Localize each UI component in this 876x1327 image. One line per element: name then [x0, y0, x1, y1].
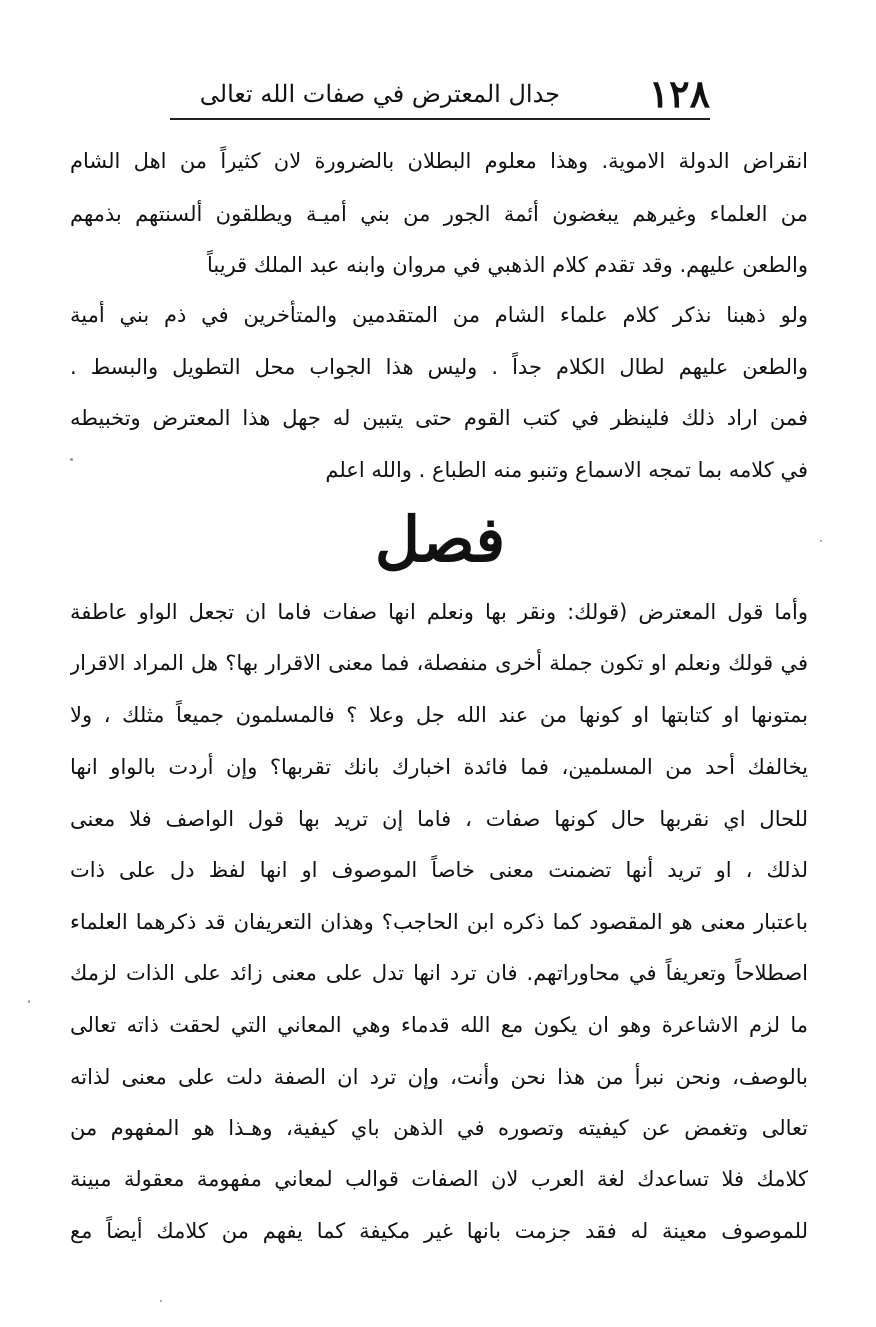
- text-line: لذلك ، او تريد أنها تضمنت معنى خاصاً الموصوف او انها لفظ دل على ذات: [70, 858, 808, 882]
- text-line: من العلماء وغيرهم يبغضون أئمة الجور من بني أميـة ويطلقون ألسنتهم بذمهم: [70, 202, 808, 226]
- page-number: ١٢٨: [648, 71, 710, 116]
- scan-speck: [160, 1300, 162, 1302]
- text-line: ما لزم الاشاعرة وهو ان يكون مع الله قدماء وهي المعاني التي لحقت ذاته تعالى: [70, 1013, 808, 1037]
- text-line: للحال اي نقربها حال كونها صفات ، فاما إن تريد بها قول الواصف فلا معنى: [70, 807, 808, 831]
- text-line: فمن اراد ذلك فلينظر في كتب القوم حتى يتبين له جهل هذا المعترض وتخبيطه: [70, 406, 808, 430]
- header-rule: [170, 118, 710, 120]
- text-line: في قولك ونعلم او تكون جملة أخرى منفصلة، فما معنى الاقرار بها؟ هل المراد الاقرار: [70, 651, 808, 675]
- text-line: في كلامه بما تمجه الاسماع وتنبو منه الطباع . والله اعلم: [325, 458, 808, 482]
- text-line: تعالى وتغمض عن كيفيته وتصوره في الذهن باي كيفية، وهـذا هو المفهوم من: [70, 1116, 808, 1140]
- scan-speck: [70, 458, 73, 461]
- text-line: كلامك فلا تساعدك لغة العرب لان الصفات قوالب لمعاني مفهومة معقولة مبينة: [70, 1167, 808, 1191]
- text-line: بمتونها او كتابتها او كونها من عند الله جل وعلا ؟ فالمسلمون جميعاً مثلك ، ولا: [70, 703, 808, 727]
- text-line: ولو ذهبنا نذكر كلام علماء الشام من المتقدمين والمتأخرين في ذم بني أمية: [70, 303, 808, 327]
- scan-speck: [820, 540, 822, 542]
- running-title: جدال المعترض في صفات الله تعالى: [199, 80, 560, 108]
- text-line: للموصوف معينة له فقد جزمت بانها غير مكيفة كما يفهم من كلامك أيضاً مع: [70, 1219, 808, 1243]
- text-line: انقراض الدولة الاموية. وهذا معلوم البطلان بالضرورة لان كثيراً من اهل الشام: [70, 149, 808, 173]
- text-line: باعتبار معنى هو المقصود كما ذكره ابن الحاجب؟ وهذان التعريفان قد ذكرهما العلماء: [70, 910, 808, 934]
- text-line: والطعن عليهم. وقد تقدم كلام الذهبي في مروان وابنه عبد الملك قريباً: [206, 253, 808, 277]
- text-line: بالوصف، ونحن نبرأ من هذا نحن وأنت، وإن ترد ان الصفة دلت على معنى لذاته: [70, 1065, 808, 1089]
- text-line: اصطلاحاً وتعريفاً في محاوراتهم. فان ترد انها تدل على معنى زائد على الذات لزمك: [70, 961, 808, 985]
- page-header: [170, 72, 710, 120]
- text-line: وأما قول المعترض (قولك: ونقر بها ونعلم انها صفات فاما ان تجعل الواو عاطفة: [70, 600, 808, 624]
- section-heading: فصل: [374, 503, 506, 576]
- text-line: يخالفك أحد من المسلمين، فما فائدة اخبارك بانك تقربها؟ وإن أردت بالواو انها: [70, 755, 808, 779]
- scan-speck: [28, 1000, 30, 1003]
- text-line: والطعن عليهم لطال الكلام جداً . وليس هذا الجواب محل التطويل والبسط .: [70, 355, 808, 379]
